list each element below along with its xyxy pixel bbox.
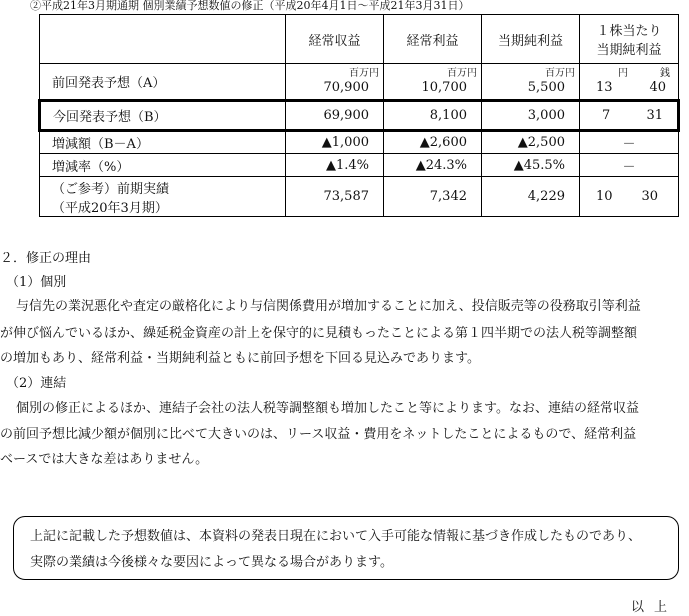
header-eps	[580, 15, 679, 64]
cell-value: ▲1,000	[286, 131, 384, 154]
value-cell	[286, 64, 384, 101]
cell-value: 7,342	[384, 177, 482, 217]
value-cell	[384, 64, 482, 101]
cell-value: 4,229	[482, 177, 580, 217]
eps-dash: －	[580, 131, 679, 154]
row-label: 増減額（B－A）	[40, 131, 286, 154]
paragraph-line: 個別の修正によるほか、連結子会社の法人税等調整額も増加したこと等によります。なお、連結の経常収益	[16, 401, 639, 416]
paragraph-line: の増加もあり、経常利益・当期純利益ともに前回予想を下回る見込みであります。	[0, 351, 480, 366]
unit-sen: 銭	[660, 68, 670, 79]
cell-value: ▲45.5%	[482, 154, 580, 177]
cell-value: ▲1.4%	[286, 154, 384, 177]
value-cell	[482, 64, 580, 101]
eps-sen: 40	[649, 80, 666, 95]
paragraph-line: 与信先の業況悪化や査定の厳格化により与信関係費用が増加することに加え、投信販売等の役務取引等利益	[16, 299, 641, 314]
disclaimer-line: 実際の業績は今後様々な要因によって異なる場合があります。	[30, 555, 393, 570]
paragraph-line: が伸び悩んでいるほか、繰延税金資産の計上を保守的に見積もったことによる第１四半期での法人税等調整額	[0, 326, 638, 341]
cell-value: 70,900	[323, 79, 369, 95]
header-ordinary-profit: 経常利益	[384, 15, 482, 64]
cell-value: ▲2,600	[384, 131, 482, 154]
table-row	[40, 177, 679, 217]
forecast-table	[38, 14, 680, 217]
header-blank	[40, 15, 286, 64]
table-header-row	[40, 15, 679, 64]
eps-sen: 30	[641, 189, 658, 204]
eps-cell	[580, 64, 679, 101]
cell-value: 3,000	[482, 101, 580, 131]
header-eps-line2: 当期純利益	[596, 43, 662, 58]
cell-value: 69,900	[286, 101, 384, 131]
eps-cell	[580, 101, 679, 131]
cell-value: 8,100	[384, 101, 482, 131]
eps-dash: －	[580, 154, 679, 177]
row-label: 前回発表予想（A）	[40, 64, 286, 101]
unit-label: 百万円	[349, 67, 379, 79]
section-heading: ２．修正の理由	[0, 251, 92, 266]
row-label: 今回発表予想（B）	[40, 101, 286, 131]
disclaimer-box	[13, 516, 679, 580]
table-row	[40, 154, 679, 177]
row-label-line1: （ご参考）前期実績	[52, 181, 170, 197]
row-label-line2: （平成20年3月期）	[52, 200, 168, 216]
table-row	[40, 64, 679, 101]
table-row-highlighted	[40, 101, 679, 131]
header-net-income: 当期純利益	[482, 15, 580, 64]
unit-yen: 円	[618, 68, 628, 79]
eps-yen: 10	[596, 189, 613, 204]
eps-yen: 13	[596, 80, 613, 95]
closing-mark: 以上	[630, 600, 677, 615]
paragraph-line: の前回予想比減少額が個別に比べて大きいのは、リース収益・費用をネットしたことによるもので、経常利益	[0, 427, 637, 442]
row-label: 増減率（%）	[40, 154, 286, 177]
unit-label: 百万円	[447, 67, 477, 79]
table-caption: ②平成21年3月期通期 個別業績予想数値の修正（平成20年4月1日～平成21年3月31日）	[30, 0, 470, 12]
row-label	[40, 177, 286, 217]
cell-value: 5,500	[527, 79, 565, 95]
table-row	[40, 131, 679, 154]
disclaimer-line: 上記に記載した予想数値は、本資料の発表日現在において入手可能な情報に基づき作成したものであり、	[30, 529, 642, 544]
eps-sen: 31	[646, 108, 663, 123]
header-ordinary-income: 経常収益	[286, 15, 384, 64]
cell-value: 10,700	[421, 79, 467, 95]
paragraph-line: ベースでは大きな差はありません。	[0, 452, 209, 467]
unit-label: 百万円	[545, 67, 575, 79]
cell-value: ▲24.3%	[384, 154, 482, 177]
header-eps-line1: １株当たり	[596, 24, 662, 39]
cell-value: ▲2,500	[482, 131, 580, 154]
cell-value: 73,587	[286, 177, 384, 217]
subsection-consolidated: （2）連結	[6, 376, 67, 391]
eps-cell	[580, 177, 679, 217]
eps-yen: 7	[602, 108, 611, 123]
subsection-individual: （1）個別	[6, 275, 67, 290]
